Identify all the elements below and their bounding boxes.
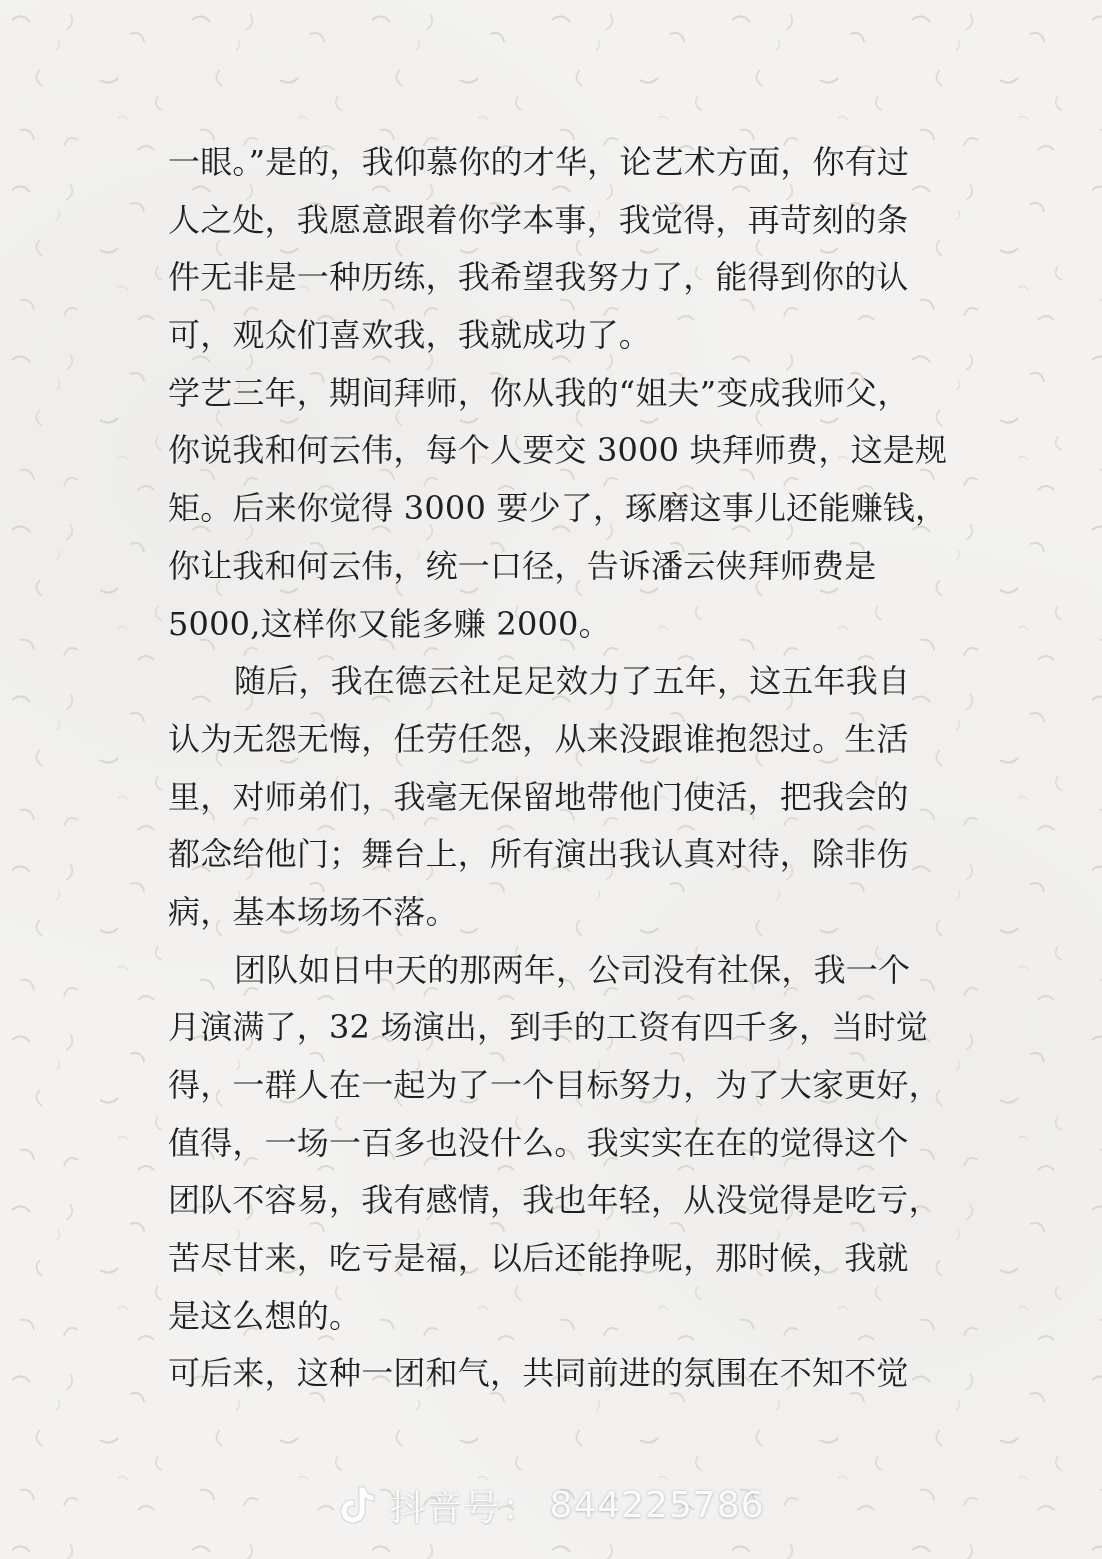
text-line: 里，对师弟们，我毫无保留地带他门使活，把我会的 (168, 777, 909, 816)
douyin-watermark (0, 1475, 1102, 1535)
text-line: 都念给他门；舞台上，所有演出我认真对待，除非伤 (168, 835, 909, 874)
text-line: 病，基本场场不落。 (168, 892, 458, 931)
text-line: 人之处，我愿意跟着你学本事，我觉得，再苛刻的条 (168, 200, 909, 239)
text-line: 可后来，这种一团和气，共同前进的氛围在不知不觉 (168, 1354, 909, 1393)
article-body (168, 134, 948, 1403)
text-line: 值得，一场一百多也没什么。我实实在在的觉得这个 (168, 1123, 909, 1162)
text-line: 团队不容易，我有感情，我也年轻，从没觉得是吃亏， (168, 1181, 941, 1220)
text-line: 你说我和何云伟，每个人要交 3000 块拜师费，这是规 (168, 431, 948, 470)
text-line: 你让我和何云伟，统一口径，告诉潘云侠拜师费是 (168, 546, 877, 585)
text-line: 学艺三年，期间拜师，你从我的“姐夫”变成我师父， (168, 373, 910, 412)
text-line: 苦尽甘来，吃亏是福，以后还能挣呢，那时候，我就 (168, 1239, 909, 1278)
watermark-id: 844225786 (549, 1484, 765, 1526)
text-line: 件无非是一种历练，我希望我努力了，能得到你的认 (168, 258, 909, 297)
tiktok-logo-icon (337, 1483, 377, 1527)
text-line: 一眼。”是的，我仰慕你的才华，论艺术方面，你有过 (168, 143, 910, 181)
text-line: 月演满了，32 场演出，到手的工资有四千多，当时觉 (168, 1008, 928, 1047)
text-line: 矩。后来你觉得 3000 要少了，琢磨这事儿还能赚钱， (168, 489, 948, 528)
text-line: 认为无怨无悔，任劳任怨，从来没跟谁抱怨过。生活 (168, 719, 909, 758)
watermark-separator: ： (502, 1487, 540, 1529)
text-line: 团队如日中天的那两年，公司没有社保，我一个 (234, 950, 911, 989)
watermark-label: 抖音号 (389, 1487, 501, 1529)
text-line: 随后，我在德云社足足效力了五年，这五年我自 (234, 662, 911, 701)
text-line: 5000,这样你又能多赚 2000。 (168, 604, 611, 643)
text-line: 得，一群人在一起为了一个目标努力，为了大家更好， (168, 1066, 941, 1104)
text-line: 是这么想的。 (168, 1296, 362, 1335)
text-line: 可，观众们喜欢我，我就成功了。 (168, 316, 652, 355)
